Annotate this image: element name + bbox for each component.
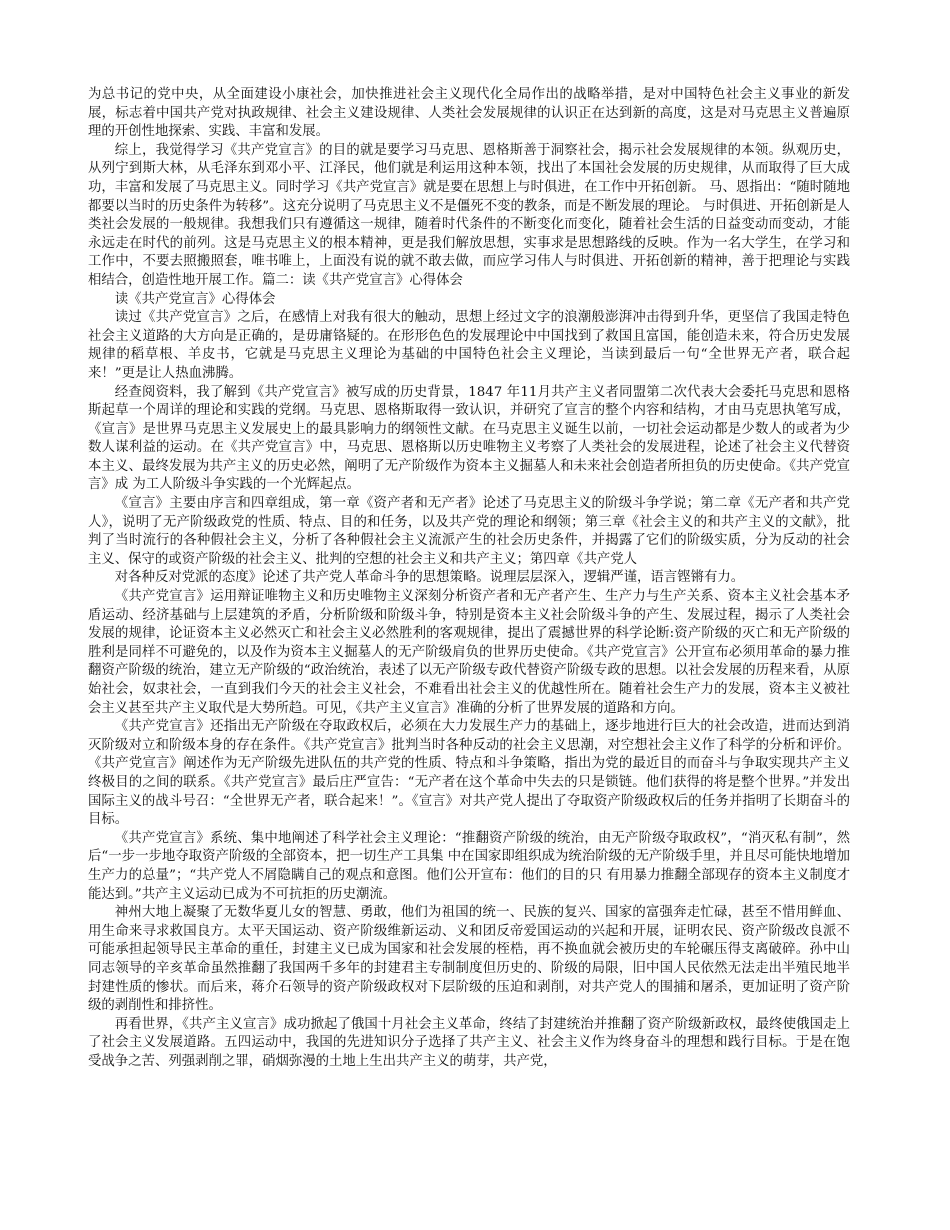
paragraph-11: 再看世界，《共产主义宣言》成功掀起了俄国十月社会主义革命，终结了封建统治并推翻了资产阶级新政权，最终使俄国走上了社会主义发展道路。五四运动中，我国的先进知识分子选择了共产主义、社会主义作为终身奋斗的理想和践行目标。于是在饱受战争之苦、列强剥削之罪，硝烟弥漫的土地上生出共产主义的萌芽，共产党， — [88, 1016, 850, 1069]
paragraph-4: 经查阅资料，我了解到《共产党宣言》被写成的历史背景，1847 年11月共产主义者同盟第二次代表大会委托马克思和恩格斯起草一个周详的理论和实践的党纲。马克思、恩格斯取得一致认识，并研究了宣言的整个内容和结构，才由马克思执笔写成，《宣言》是世界马克思主义发展史上的最具影响力的纲领性文献。在马克思主义诞生以前，一切社会运动都是少数人的或者为少数人谋利益的运动。在《共产党宣言》中，马克思、恩格斯以历史唯物主义考察了人类社会的发展进程，论述了社会主义代替资本主义、最终发展为共产主义的历史必然，阐明了无产阶级作为资本主义掘墓人和未来社会创造者所担负的历史使命。《共产党宣言》成 为工人阶级斗争实践的一个光辉起点。 — [88, 384, 850, 493]
document-body — [88, 86, 850, 1071]
section-heading: 读《共产党宣言》心得体会 — [114, 291, 276, 307]
paragraph-1: 为总书记的党中央，从全面建设小康社会，加快推进社会主义现代化全局作出的战略举措，是对中国特色社会主义事业的新发展，标志着中国共产党对执政规律、社会主义建设规律、人类社会发展规律的认识正在达到新的高度，这是对马克思主义普遍原理的开创性地探索、实践、丰富和发展。 — [88, 87, 850, 140]
paragraph-3: 读过《共产党宣言》之后，在感情上对我有很大的触动，思想上经过文字的浪潮般澎湃冲击得到升华，更坚信了我国走特色社会主义道路的大方向是正确的，是毋庸铬疑的。在形形色色的发展理论中中国找到了救国且富国，能创造未来，符合历史发展规律的稻草根、羊皮书，它就是马克思主义理论为基础的中国特色社会主义理论，当读到最后一句“全世界无产者，联合起来！”更是让人热血沸腾。 — [88, 310, 850, 381]
paragraph-9: 《共产党宣言》系统、集中地阐述了科学社会主义理论：“推翻资产阶级的统治，由无产阶级夺取政权”，“消灭私有制”，然后“一步一步地夺取资产阶级的全部资本，把一切生产工具集 中在国家即组织成为统治阶级的无产阶级手里，并且尽可能快地增加生产力的总量”；“共产党人不屑隐瞒自己的观点和意图。他们公开宣布：他们的目的只 有用暴力推翻全部现存的资本主义制度才能达到。”共产主义运动已成为不可抗拒的历史潮流。 — [88, 830, 850, 902]
paragraph-10: 神州大地上凝聚了无数华夏儿女的智慧、勇敢，他们为祖国的统一、民族的复兴、国家的富强奔走忙碌，甚至不惜用鲜血、用生命来寻求救国良方。太平天国运动、资产阶级维新运动、义和团反帝爱国运动的兴起和开展，证明农民、资产阶级改良派不可能承担起领导民主革命的重任，封建主义已成为国家和社会发展的桎梏，再不换血就会被历史的车轮碾压得支离破碎。孙中山同志领导的辛亥革命虽然推翻了我国两千多年的封建君主专制制度但历史的、阶级的局限，旧中国人民依然无法走出半殖民地半封建性质的惨状。而后来，蒋介石领导的资产阶级政权对下层阶级的压迫和剥削，对共产党人的围捕和屠杀，更加证明了资产阶级的剥削性和排挤性。 — [88, 905, 850, 1014]
paragraph-8: 《共产党宣言》还指出无产阶级在夺取政权后，必须在大力发展生产力的基础上，逐步地进行巨大的社会改造，进而达到消灭阶级对立和阶级本身的存在条件。《共产党宣言》批判当时各种反动的社会主义思潮，对空想社会主义作了科学的分析和评价。《共产党宣言》阐述作为无产阶级先进队伍的共产党的性质、特点和斗争策略，指出为党的最近目的而奋斗与争取实现共产主义终极目的之间的联系。《共产党宣言》最后庄严宣告：“无产者在这个革命中失去的只是锁链。他们获得的将是整个世界。”并发出国际主义的战斗号召：“全世界无产者，联合起来！”。《宣言》对共产党人提出了夺取资产阶级政权后的任务并指明了长期奋斗的目标。 — [88, 719, 850, 828]
paragraph-5: 《宣言》主要由序言和四章组成，第一章《资产者和无产者》论述了马克思主义的阶级斗争学说；第二章《无产者和共产党人》，说明了无产阶级政党的性质、特点、目的和任务，以及共产党的理论和纲领；第三章《社会主义的和共产主义的文献》，批判了当时流行的各种假社会主义，分析了各种假社会主义流派产生的社会历史条件，并揭露了它们的阶级实质，分为反动的社会主义、保守的或资产阶级的社会主义、批判的空想的社会主义和共产主义；第四章《共产党人 — [88, 496, 850, 567]
paragraph-7: 《共产党宣言》运用辩证唯物主义和历史唯物主义深刻分析资产者和无产者产生、生产力与生产关系、资本主义社会基本矛盾运动、经济基础与上层建筑的矛盾，分析阶级和阶级斗争，特别是资本主义社会阶级斗争的产生、发展过程，揭示了人类社会发展的规律，论证资本主义必然灭亡和社会主义必然胜利的客观规律，提出了震撼世界的科学论断:资产阶级的灭亡和无产阶级的胜利是同样不可避免的，以及作为资本主义掘墓人的无产阶级肩负的世界历史使命。《共产党宣言》公开宣布必须用革命的暴力推翻资产阶级的统治，建立无产阶级的“政治统治，表述了以无产阶级专政代替资产阶级专政的思想。以社会发展的历程来看，从原始社会，奴隶社会，一直到我们今天的社会主义社会，不难看出社会主义的优越性所在。随着社会生产力的发展，资本主义被社会主义甚至共产主义取代是大势所趋。可见，《共产主义宣言》准确的分析了世界发展的道路和方向。 — [88, 589, 850, 716]
paragraph-2: 综上，我觉得学习《共产党宣言》的目的就是要学习马克思、恩格斯善于洞察社会，揭示社会发展规律的本领。纵观历史，从列宁到斯大林，从毛泽东到邓小平、江泽民，他们就是利运用这种本领，找出了本国社会发展的历史规律，从而取得了巨大成功，丰富和发展了马克思主义。同时学习《共产党宣言》就是要在思想上与时俱进，在工作中开拓创新。 马、恩指出：“随时随地都要以当时的历史条件为转移”。这充分说明了马克思主义不是僵死不变的教条，而是不断发展的理论。 与时俱进、开拓创新是人类社会发展的一般规律。我想我们只有遵循这一规律，随着时代条件的不断变化而变化，随着社会生活的日益变动而变动，才能永远走在时代的前列。这是马克思主义的根本精神，更是我们解放思想，实事求是思想路线的反映。作为一名大学生，在学习和工作中，不要去照搬照套，唯书唯上，上面没有说的就不敢去做，而应学习伟人与时俱进、开拓创新的精神，善于把理论与实践相结合，创造性地开展工作。篇二：读《共产党宣言》心得体会 — [88, 142, 850, 288]
paragraph-6: 对各种反对党派的态度》论述了共产党人革命斗争的思想策略。说理层层深入，逻辑严谨，语言铿锵有力。 — [114, 570, 745, 586]
